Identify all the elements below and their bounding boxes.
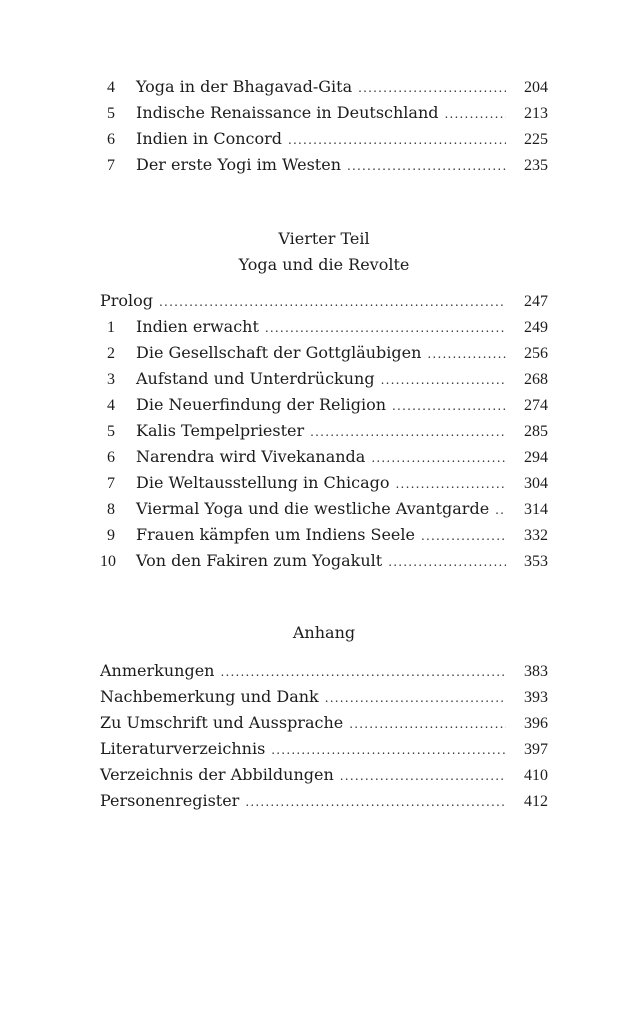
chapter-number: 7 [107,157,115,174]
chapter-number: 5 [107,105,115,122]
dot-leader [347,153,506,179]
dot-leader [381,367,506,393]
toc-entry [100,314,548,340]
chapter-number: 1 [107,319,115,336]
appendix-title: Verzeichnis der Abbildungen [100,765,334,784]
chapter-number: 7 [107,475,115,492]
page-number: 314 [524,501,548,518]
chapter-number: 6 [107,449,115,466]
toc-entry [100,470,548,496]
dot-leader [427,341,506,367]
dot-leader [495,497,506,523]
toc-entry [100,710,548,736]
page-number: 213 [524,105,548,122]
toc-entry [100,340,548,366]
dot-leader [271,737,506,763]
appendix-heading: Anhang [292,623,356,642]
dot-leader [388,549,506,575]
chapter-title: Yoga in der Bhagavad-Gita [136,77,353,96]
page-number: 397 [524,741,548,758]
prolog-title: Prolog [100,291,154,310]
dot-leader [340,763,506,789]
appendix-title: Personenregister [100,791,240,810]
dot-leader [358,75,506,101]
toc-section-continued [100,74,548,178]
dot-leader [245,789,506,815]
chapter-number: 10 [100,553,116,570]
page-number: 249 [524,319,548,336]
chapter-title: Der erste Yogi im Westen [136,155,341,174]
chapter-number: 3 [107,371,115,388]
dot-leader [349,711,506,737]
section-spacer [100,178,548,226]
dot-leader [396,471,506,497]
section-spacer [100,646,548,658]
chapter-number: 6 [107,131,115,148]
dot-leader [325,685,506,711]
page-number: 225 [524,131,548,148]
chapter-title: Von den Fakiren zum Yogakult [136,551,383,570]
appendix-heading-block [100,620,548,646]
page-number: 268 [524,371,548,388]
toc-entry [100,152,548,178]
part-four-heading [100,226,548,278]
chapter-title: Die Neuerfindung der Religion [136,395,387,414]
dot-leader [220,659,506,685]
page-number: 410 [524,767,548,784]
chapter-title: Indien erwacht [136,317,259,336]
page-number: 294 [524,449,548,466]
part-subheading: Yoga und die Revolte [238,255,410,274]
chapter-title: Frauen kämpfen um Indiens Seele [136,525,415,544]
dot-leader [159,289,506,315]
appendix-title: Literaturverzeichnis [100,739,266,758]
page-number: 332 [524,527,548,544]
dot-leader [288,127,506,153]
chapter-title: Narendra wird Vivekananda [136,447,366,466]
toc-entry-prolog [100,288,548,314]
dot-leader [371,445,506,471]
dot-leader [310,419,506,445]
toc-entry [100,366,548,392]
toc-section-part-four [100,288,548,574]
toc-entry [100,100,548,126]
section-spacer [100,574,548,620]
toc-entry [100,392,548,418]
appendix-title: Anmerkungen [100,661,215,680]
chapter-number: 4 [107,397,115,414]
page-number: 393 [524,689,548,706]
toc-entry [100,548,548,574]
dot-leader [445,101,507,127]
page-number: 412 [524,793,548,810]
chapter-title: Die Gesellschaft der Gottgläubigen [136,343,422,362]
page-number: 353 [524,553,548,570]
page-number: 274 [524,397,548,414]
toc-entry [100,418,548,444]
toc-section-appendix [100,658,548,814]
toc-entry [100,762,548,788]
toc-entry [100,444,548,470]
appendix-title: Zu Umschrift und Aussprache [100,713,344,732]
chapter-number: 5 [107,423,115,440]
toc-entry [100,788,548,814]
dot-leader [421,523,506,549]
chapter-number: 4 [107,79,115,96]
toc-entry [100,684,548,710]
chapter-number: 9 [107,527,115,544]
dot-leader [265,315,506,341]
part-heading: Vierter Teil [278,229,370,248]
page-number: 247 [524,293,548,310]
chapter-title: Aufstand und Unterdrückung [136,369,375,388]
section-spacer [100,278,548,288]
page-number: 285 [524,423,548,440]
chapter-title: Indische Renaissance in Deutschland [136,103,439,122]
toc-entry [100,522,548,548]
page-number: 256 [524,345,548,362]
toc-entry [100,126,548,152]
chapter-number: 2 [107,345,115,362]
appendix-title: Nachbemerkung und Dank [100,687,319,706]
dot-leader [392,393,506,419]
toc-entry [100,496,548,522]
table-of-contents [100,74,548,814]
page-number: 304 [524,475,548,492]
page-number: 396 [524,715,548,732]
toc-entry [100,736,548,762]
toc-entry [100,74,548,100]
page-number: 235 [524,157,548,174]
chapter-title: Indien in Concord [136,129,283,148]
chapter-title: Kalis Tempelpriester [136,421,305,440]
page-number: 383 [524,663,548,680]
page-number: 204 [524,79,548,96]
chapter-number: 8 [107,501,115,518]
toc-entry [100,658,548,684]
chapter-title: Viermal Yoga und die westliche Avantgarde [136,499,490,518]
chapter-title: Die Weltausstellung in Chicago [136,473,390,492]
